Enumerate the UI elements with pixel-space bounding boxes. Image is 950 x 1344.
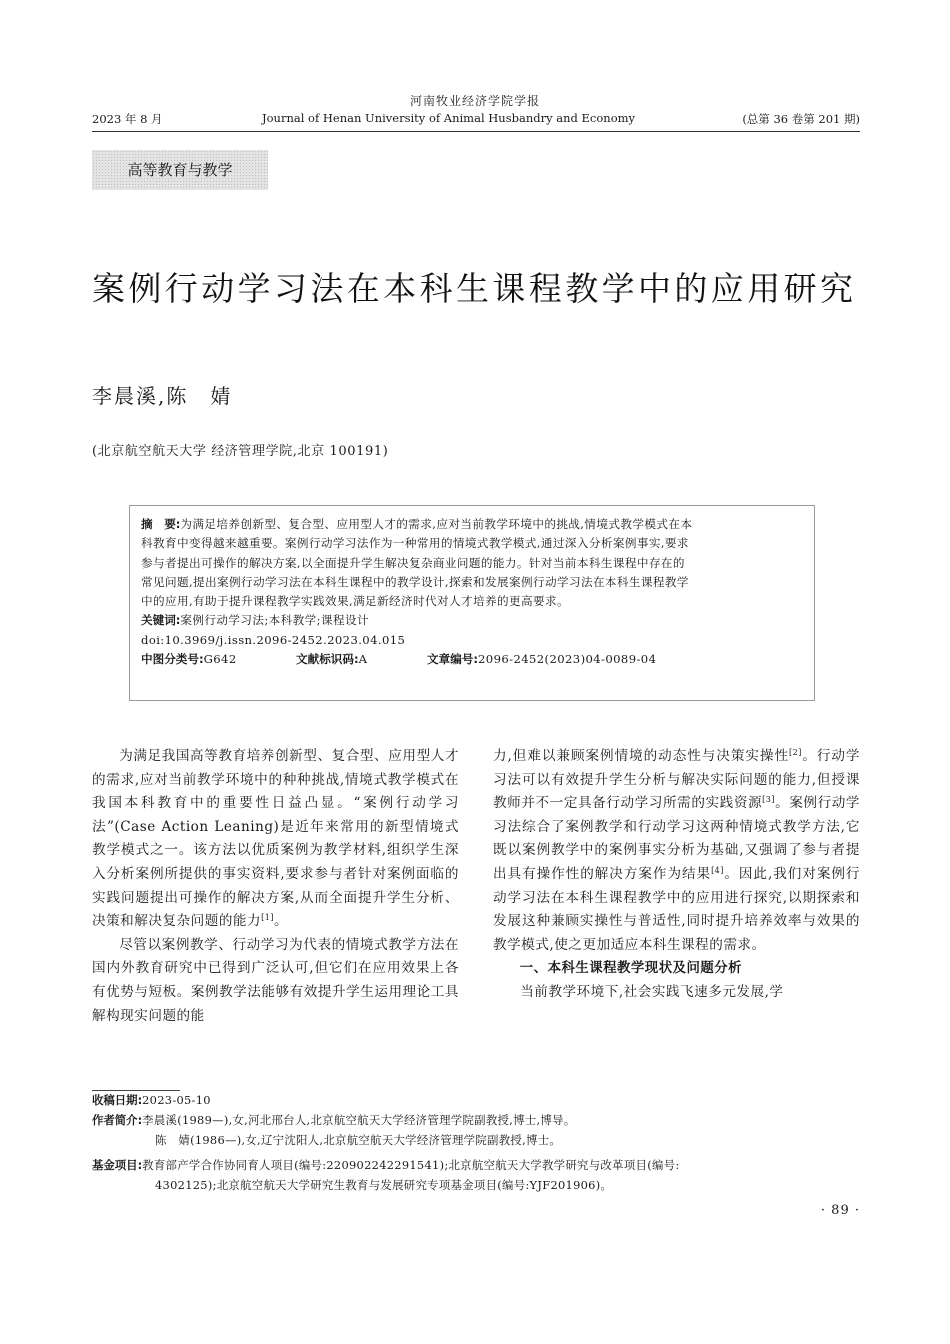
journal-name-cn: 河南牧业经济学院学报 — [409, 94, 540, 108]
abstract-line — [141, 515, 811, 534]
paragraph — [92, 745, 459, 934]
paragraph-text: 。因此,我们对案例行动学习法在本科生课程教学中的应用进行探究,以期探索和发展这种兼顾实操性与普适性,同时提升培养效率与效果的教学模式,使之更加适应本科生课程的需求。 — [493, 865, 861, 953]
funding-label: 基金项目: — [92, 1158, 143, 1172]
article-title: 案例行动学习法在本科生课程教学中的应用研究 — [92, 269, 857, 308]
abstract-line: 常见问题,提出案例行动学习法在本科生课程中的教学设计,探索和发展案例行动学习法在本科生课程教学 — [141, 574, 689, 589]
abstract-text: 为满足培养创新型、复合型、应用型人才的需求,应对当前教学环境中的挑战,情境式教学模式在本 — [180, 517, 693, 531]
citation: [2] — [789, 748, 802, 757]
received-label: 收稿日期: — [92, 1093, 143, 1107]
page-number: · 89 · — [820, 1203, 860, 1218]
running-header — [92, 111, 860, 131]
paragraph — [493, 745, 860, 957]
author-bio — [92, 1111, 862, 1131]
author-bio-2: 陈 婧(1986—),女,辽宁沈阳人,北京航空航天大学经济管理学院副教授,博士。 — [155, 1133, 562, 1147]
received-date — [92, 1091, 862, 1111]
paragraph-text: 力,但难以兼顾案例情境的动态性与决策实操性 — [493, 748, 789, 764]
volume-info: (总第 36 卷第 201 期) — [742, 112, 860, 126]
abstract — [141, 515, 811, 669]
paragraph: 当前教学环境下,社会实践飞速多元发展,学 — [520, 983, 784, 1000]
doi: doi:10.3969/j.issn.2096-2452.2023.04.015 — [141, 632, 406, 647]
author-bio-label: 作者简介: — [92, 1113, 143, 1127]
abstract-line: 科教育中变得越来越重要。案例行动学习法作为一种常用的情境式教学模式,通过深入分析案例事实,要求 — [141, 536, 689, 551]
issue-date: 2023 年 8 月 — [92, 112, 163, 126]
header-rule — [92, 131, 860, 132]
paragraph-text: 为满足我国高等教育培养创新型、复合型、应用型人才的需求,应对当前教学环境中的种种挑战,情境式教学模式在我国本科教育中的重要性日益凸显。“案例行动学习法”(Case Action Leaning)是近年来常用的新型情境式教学模式之一。该方法以优质案例为教学材料,组织学生深入分析案例所提供的事实资料,要求参与者针对案例面临的实践问题提出可操作的解决方案,从而全面提升学生分析、决策和解决复杂问题的能力 — [92, 748, 459, 930]
abstract-line: 中的应用,有助于提升课程教学实践效果,满足新经济时代对人才培养的更高要求。 — [141, 594, 569, 609]
paragraph-text: 。 — [273, 913, 289, 930]
paragraph-text: 。案例行动学习法综合了案例教学和行动学习这两种情境式教学方法,它既以案例教学中的案例事实分析为基础,又强调了参与者提出具有操作性的解决方案作为结果 — [493, 795, 861, 882]
authors: 李晨溪,陈 婧 — [92, 384, 233, 408]
clc-code: G642 — [203, 652, 237, 667]
citation: [1] — [261, 913, 274, 923]
left-column — [92, 745, 459, 1028]
article-number-label: 文章编号: — [427, 652, 479, 667]
right-column — [493, 745, 860, 1005]
abstract-label: 摘 要: — [141, 517, 181, 531]
abstract-line: 参与者提出可操作的解决方案,以全面提升学生解决复杂商业问题的能力。针对当前本科生课程中存在的 — [141, 555, 685, 570]
keywords-label: 关键词: — [141, 613, 181, 628]
paragraph: 尽管以案例教学、行动学习为代表的情境式教学方法在国内外教育研究中已得到广泛认可,但它们在应用效果上各有优势与短板。案例教学法能够有效提升学生运用理论工具解构现实问题的能 — [92, 936, 459, 1024]
received-value: 2023-05-10 — [142, 1093, 211, 1107]
section-tag: 高等教育与教学 — [92, 150, 268, 190]
affiliation: (北京航空航天大学 经济管理学院,北京 100191) — [92, 444, 389, 459]
keywords: 案例行动学习法;本科教学;课程设计 — [180, 613, 369, 628]
article-number: 2096-2452(2023)04-0089-04 — [478, 652, 657, 667]
section-heading: 一、本科生课程教学现状及问题分析 — [519, 961, 743, 977]
doc-code: A — [358, 652, 368, 667]
keywords-row — [141, 611, 811, 630]
funding-text: 教育部产学合作协同育人项目(编号:220902242291541);北京航空航天大学教学研究与改革项目(编号: — [142, 1158, 680, 1172]
citation: [4] — [711, 865, 724, 875]
classification-row — [141, 650, 811, 669]
funding — [92, 1156, 862, 1176]
journal-name-en: Journal of Henan University of Animal Husbandry and Economy — [262, 111, 636, 125]
funding-continued: 4302125);北京航空航天大学研究生教育与发展研究专项基金项目(编号:YJF201906)。 — [155, 1178, 613, 1192]
author-bio-1: 李晨溪(1989—),女,河北邢台人,北京航空航天大学经济管理学院副教授,博士,博导。 — [142, 1113, 576, 1127]
doc-code-label: 文献标识码: — [296, 652, 359, 667]
paragraph-text: 。行动学习法可以有效提升学生分析与解决实际问题的能力,但授课教师并不一定具备行动学习所需的实践资源 — [493, 748, 860, 812]
clc-label: 中图分类号: — [141, 652, 204, 667]
citation: [3] — [762, 795, 776, 805]
